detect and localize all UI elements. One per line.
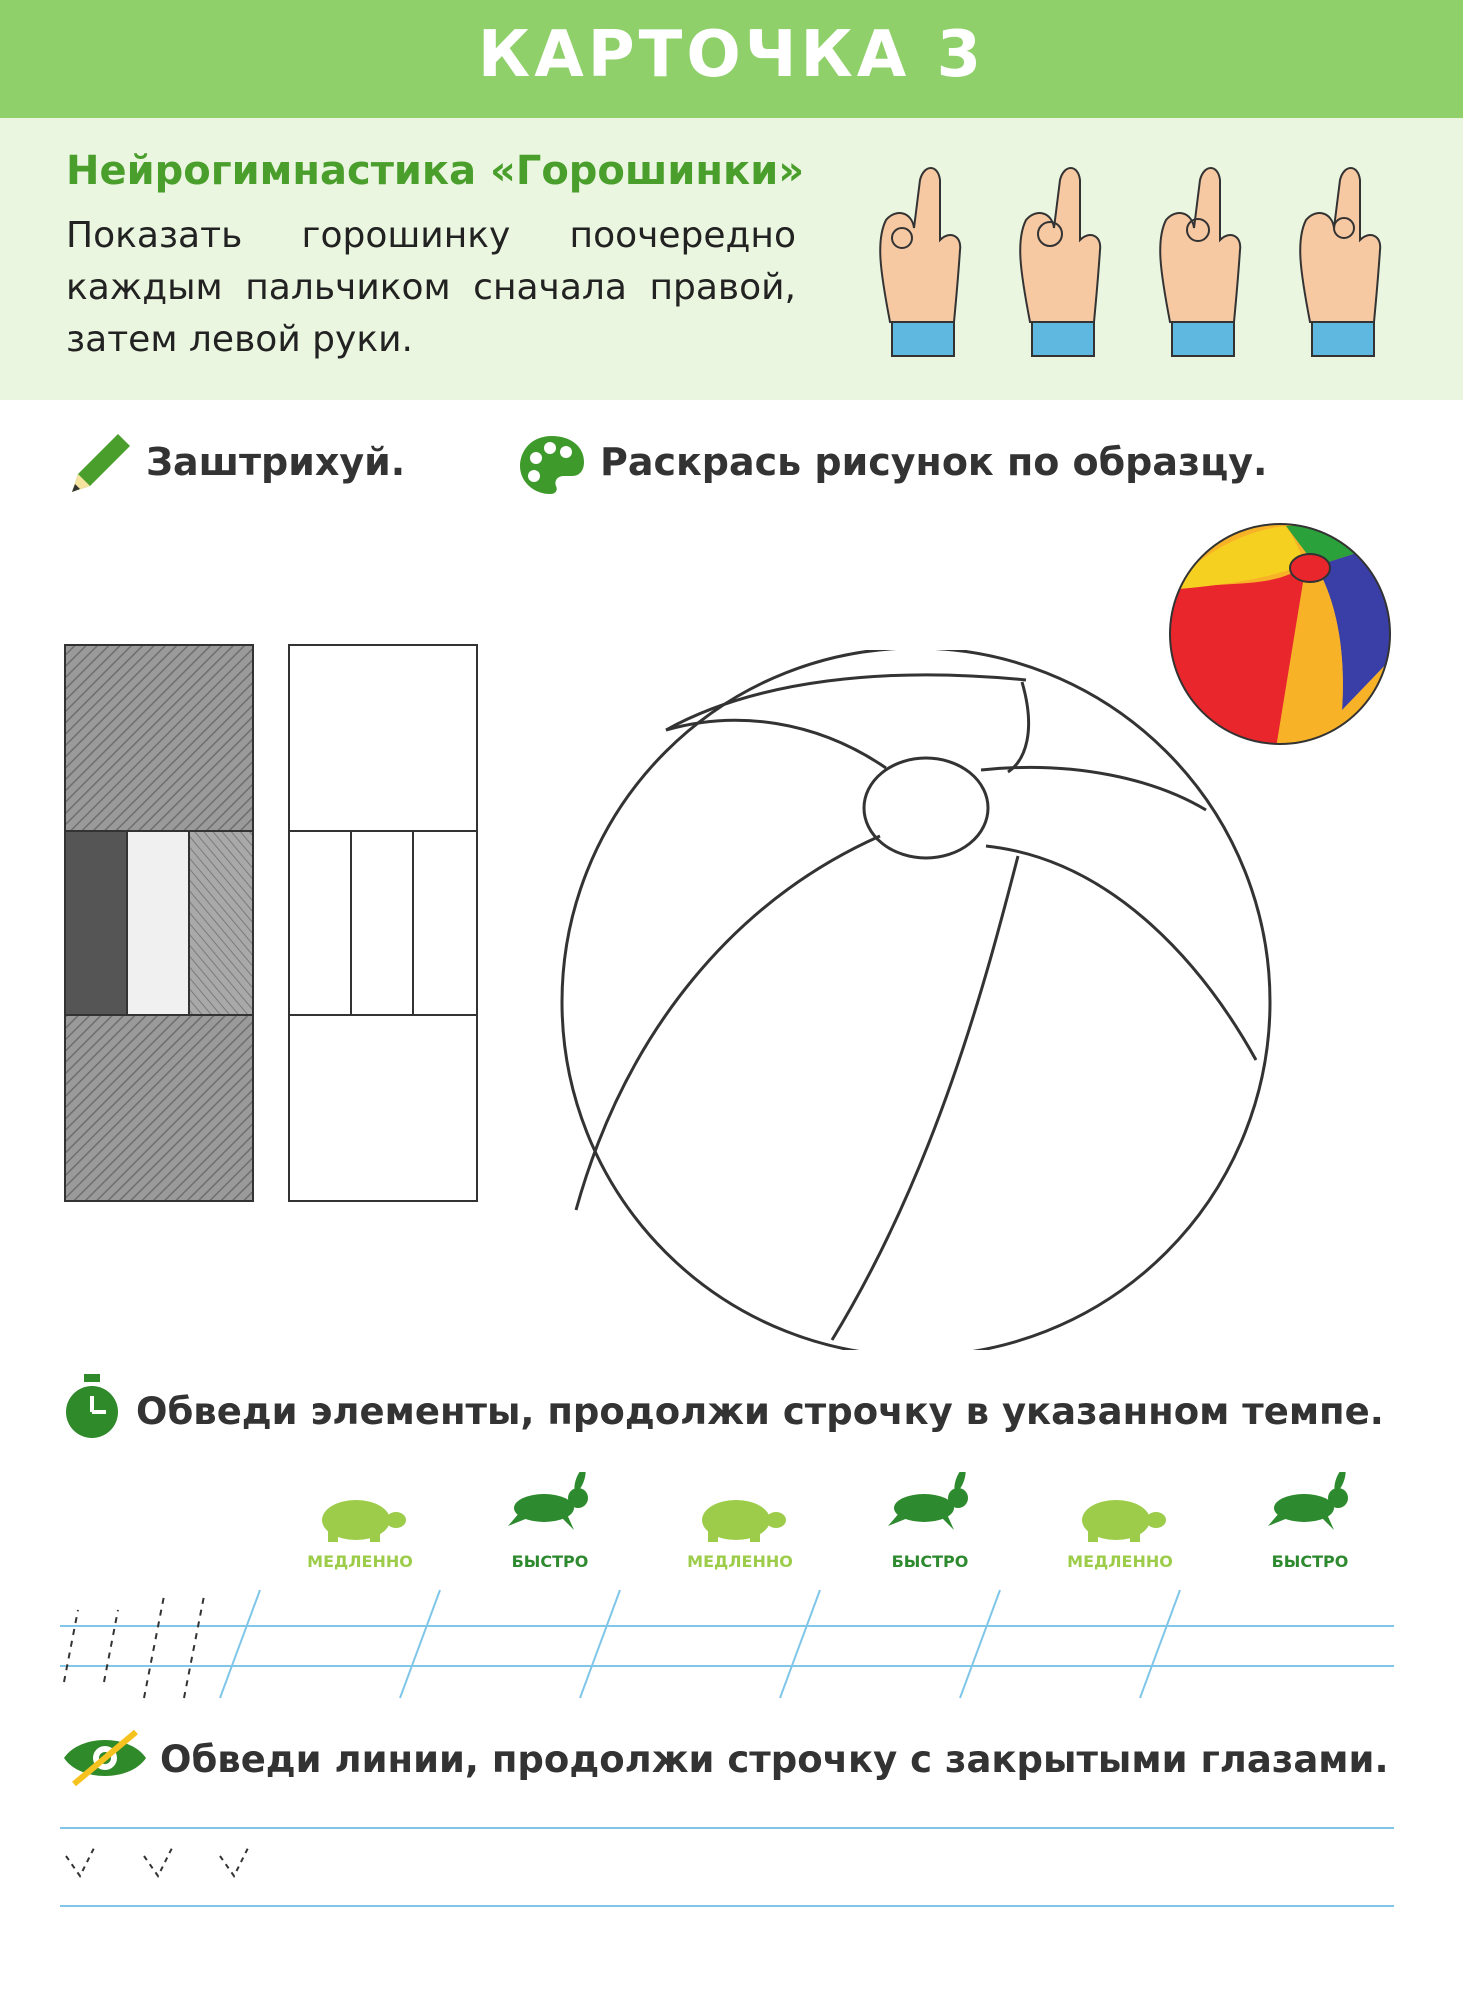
turtle-icon: [310, 1486, 410, 1546]
tempo-writing-line[interactable]: [60, 1586, 1400, 1706]
tempo-label: МЕДЛЕННО: [1067, 1552, 1173, 1571]
rabbit-icon: [500, 1472, 600, 1532]
color-task-label: Раскрась рисунок по образцу.: [600, 440, 1268, 484]
rabbit-icon: [880, 1472, 980, 1532]
closed-eyes-writing-line[interactable]: [60, 1818, 1400, 1918]
shaded-sample: [64, 644, 254, 1202]
hand-gesture-icon: [1282, 150, 1402, 360]
palette-icon: [516, 432, 588, 498]
outline-to-shade[interactable]: [288, 644, 478, 1202]
tempo-label: МЕДЛЕННО: [307, 1552, 413, 1571]
card-title: КАРТОЧКА 3: [477, 18, 986, 92]
pencil-icon: [64, 430, 134, 500]
hand-gesture-icon: [862, 150, 982, 360]
hand-gesture-icon: [1142, 150, 1262, 360]
shade-task-label: Заштрихуй.: [146, 440, 406, 484]
tempo-label: БЫСТРО: [1271, 1552, 1349, 1571]
stopwatch-icon: [60, 1374, 124, 1440]
ball-color-sample: [1166, 520, 1394, 748]
tempo-label: БЫСТРО: [511, 1552, 589, 1571]
neuro-title: Нейрогимнастика «Горошинки»: [66, 148, 805, 194]
tempo-label: БЫСТРО: [891, 1552, 969, 1571]
turtle-icon: [1070, 1486, 1170, 1546]
closed-eye-icon: [60, 1728, 150, 1788]
turtle-icon: [690, 1486, 790, 1546]
closed-eyes-task-label: Обведи линии, продолжи строчку с закрытыми глазами.: [160, 1738, 1389, 1781]
tempo-task-label: Обведи элементы, продолжи строчку в указанном темпе.: [136, 1390, 1384, 1433]
ball-outline[interactable]: [556, 650, 1276, 1350]
neuro-text: Показать горошинку поочередно каждым пальчиком сначала правой, затем левой руки.: [66, 215, 796, 360]
rabbit-icon: [1260, 1472, 1360, 1532]
hand-gesture-icon: [1002, 150, 1122, 360]
tempo-label: МЕДЛЕННО: [687, 1552, 793, 1571]
